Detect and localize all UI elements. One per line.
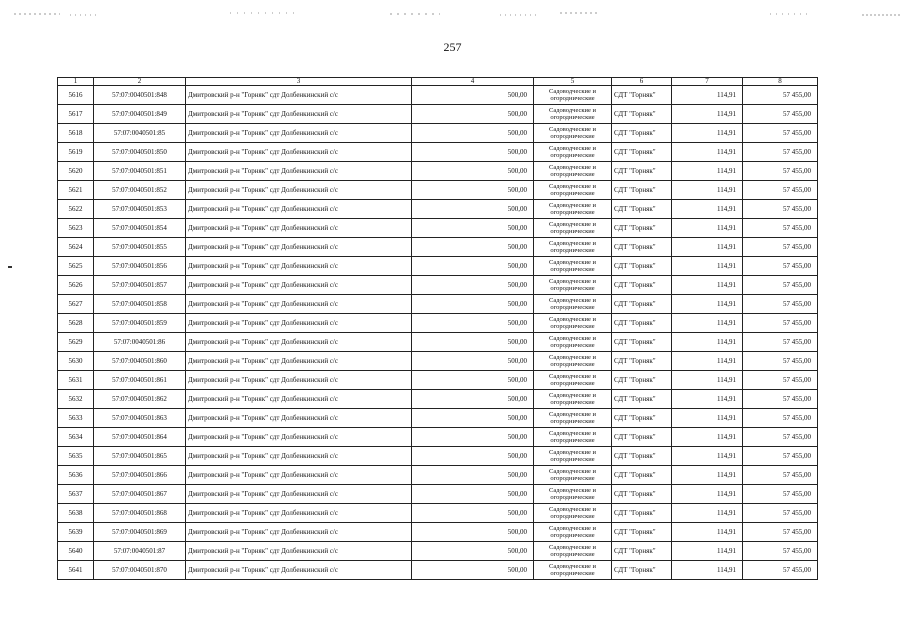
row-number-cell: 5617 [58,105,94,124]
table-row [58,314,818,333]
owner-cell: СДТ "Горняк" [612,371,672,390]
owner-cell: СДТ "Горняк" [612,314,672,333]
cadastral-value-cell: 57 455,00 [743,352,818,371]
margin-mark [8,266,12,268]
address-cell: Дмитровский р-н "Горняк" сдт Долбенкинский с/с [186,219,412,238]
area-cell: 500,00 [412,390,534,409]
cadastral-number-cell: 57:07:0040501:867 [94,485,186,504]
table-row [58,238,818,257]
unit-value-cell: 114,91 [672,314,743,333]
row-number-cell: 5636 [58,466,94,485]
unit-value-cell: 114,91 [672,485,743,504]
column-header: 4 [412,78,534,86]
cadastral-number-cell: 57:07:0040501:87 [94,542,186,561]
cadastral-value-cell: 57 455,00 [743,162,818,181]
row-number-cell: 5631 [58,371,94,390]
owner-cell: СДТ "Горняк" [612,219,672,238]
address-cell: Дмитровский р-н "Горняк" сдт Долбенкинский с/с [186,466,412,485]
cadastral-value-cell: 57 455,00 [743,447,818,466]
land-parcel-table [57,77,818,580]
owner-cell: СДТ "Горняк" [612,333,672,352]
address-cell: Дмитровский р-н "Горняк" сдт Долбенкинский с/с [186,257,412,276]
row-number-cell: 5628 [58,314,94,333]
address-cell: Дмитровский р-н "Горняк" сдт Долбенкинский с/с [186,181,412,200]
land-use-cell: Садоводческие и огороднические [534,162,612,181]
land-use-cell: Садоводческие и огороднические [534,447,612,466]
area-cell: 500,00 [412,86,534,105]
row-number-cell: 5630 [58,352,94,371]
address-cell: Дмитровский р-н "Горняк" сдт Долбенкинский с/с [186,238,412,257]
area-cell: 500,00 [412,143,534,162]
address-cell: Дмитровский р-н "Горняк" сдт Долбенкинский с/с [186,409,412,428]
column-header: 3 [186,78,412,86]
owner-cell: СДТ "Горняк" [612,86,672,105]
table-row [58,523,818,542]
owner-cell: СДТ "Горняк" [612,485,672,504]
address-cell: Дмитровский р-н "Горняк" сдт Долбенкинский с/с [186,485,412,504]
row-number-cell: 5620 [58,162,94,181]
cadastral-number-cell: 57:07:0040501:861 [94,371,186,390]
unit-value-cell: 114,91 [672,371,743,390]
owner-cell: СДТ "Горняк" [612,390,672,409]
land-use-cell: Садоводческие и огороднические [534,257,612,276]
area-cell: 500,00 [412,561,534,580]
cadastral-value-cell: 57 455,00 [743,428,818,447]
unit-value-cell: 114,91 [672,428,743,447]
area-cell: 500,00 [412,504,534,523]
address-cell: Дмитровский р-н "Горняк" сдт Долбенкинский с/с [186,371,412,390]
owner-cell: СДТ "Горняк" [612,105,672,124]
table-row [58,200,818,219]
cadastral-number-cell: 57:07:0040501:857 [94,276,186,295]
table-row [58,428,818,447]
row-number-cell: 5625 [58,257,94,276]
unit-value-cell: 114,91 [672,124,743,143]
owner-cell: СДТ "Горняк" [612,200,672,219]
table-row [58,390,818,409]
owner-cell: СДТ "Горняк" [612,542,672,561]
cadastral-value-cell: 57 455,00 [743,485,818,504]
unit-value-cell: 114,91 [672,257,743,276]
table-row [58,181,818,200]
area-cell: 500,00 [412,523,534,542]
row-number-cell: 5632 [58,390,94,409]
cadastral-number-cell: 57:07:0040501:848 [94,86,186,105]
unit-value-cell: 114,91 [672,504,743,523]
address-cell: Дмитровский р-н "Горняк" сдт Долбенкинский с/с [186,352,412,371]
land-use-cell: Садоводческие и огороднические [534,523,612,542]
unit-value-cell: 114,91 [672,390,743,409]
owner-cell: СДТ "Горняк" [612,238,672,257]
area-cell: 500,00 [412,428,534,447]
cadastral-value-cell: 57 455,00 [743,143,818,162]
area-cell: 500,00 [412,238,534,257]
page-number: 257 [443,40,462,54]
cadastral-number-cell: 57:07:0040501:865 [94,447,186,466]
land-use-cell: Садоводческие и огороднические [534,219,612,238]
cadastral-value-cell: 57 455,00 [743,276,818,295]
row-number-cell: 5640 [58,542,94,561]
table-row [58,162,818,181]
owner-cell: СДТ "Горняк" [612,466,672,485]
cadastral-number-cell: 57:07:0040501:868 [94,504,186,523]
cadastral-number-cell: 57:07:0040501:849 [94,105,186,124]
row-number-cell: 5616 [58,86,94,105]
table-row [58,257,818,276]
table-row [58,466,818,485]
cadastral-number-cell: 57:07:0040501:859 [94,314,186,333]
area-cell: 500,00 [412,124,534,143]
land-use-cell: Садоводческие и огороднические [534,333,612,352]
area-cell: 500,00 [412,333,534,352]
unit-value-cell: 114,91 [672,447,743,466]
row-number-cell: 5618 [58,124,94,143]
column-header: 8 [743,78,818,86]
address-cell: Дмитровский р-н "Горняк" сдт Долбенкинский с/с [186,447,412,466]
cadastral-number-cell: 57:07:0040501:870 [94,561,186,580]
owner-cell: СДТ "Горняк" [612,124,672,143]
address-cell: Дмитровский р-н "Горняк" сдт Долбенкинский с/с [186,295,412,314]
row-number-cell: 5626 [58,276,94,295]
address-cell: Дмитровский р-н "Горняк" сдт Долбенкинский с/с [186,542,412,561]
column-header: 7 [672,78,743,86]
cadastral-value-cell: 57 455,00 [743,219,818,238]
unit-value-cell: 114,91 [672,238,743,257]
table-row [58,86,818,105]
cadastral-number-cell: 57:07:0040501:851 [94,162,186,181]
cadastral-value-cell: 57 455,00 [743,238,818,257]
row-number-cell: 5635 [58,447,94,466]
unit-value-cell: 114,91 [672,352,743,371]
area-cell: 500,00 [412,276,534,295]
cadastral-value-cell: 57 455,00 [743,86,818,105]
cadastral-number-cell: 57:07:0040501:852 [94,181,186,200]
address-cell: Дмитровский р-н "Горняк" сдт Долбенкинский с/с [186,200,412,219]
land-use-cell: Садоводческие и огороднические [534,200,612,219]
table-row [58,295,818,314]
area-cell: 500,00 [412,314,534,333]
cadastral-number-cell: 57:07:0040501:858 [94,295,186,314]
cadastral-value-cell: 57 455,00 [743,504,818,523]
cadastral-number-cell: 57:07:0040501:856 [94,257,186,276]
land-use-cell: Садоводческие и огороднические [534,352,612,371]
unit-value-cell: 114,91 [672,219,743,238]
cadastral-value-cell: 57 455,00 [743,295,818,314]
row-number-cell: 5619 [58,143,94,162]
cadastral-value-cell: 57 455,00 [743,466,818,485]
row-number-cell: 5638 [58,504,94,523]
cadastral-value-cell: 57 455,00 [743,523,818,542]
unit-value-cell: 114,91 [672,466,743,485]
cadastral-value-cell: 57 455,00 [743,200,818,219]
table-row [58,371,818,390]
row-number-cell: 5624 [58,238,94,257]
land-use-cell: Садоводческие и огороднические [534,561,612,580]
cadastral-number-cell: 57:07:0040501:866 [94,466,186,485]
land-use-cell: Садоводческие и огороднические [534,542,612,561]
unit-value-cell: 114,91 [672,143,743,162]
table-row [58,485,818,504]
land-use-cell: Садоводческие и огороднические [534,238,612,257]
cadastral-number-cell: 57:07:0040501:85 [94,124,186,143]
row-number-cell: 5637 [58,485,94,504]
cadastral-value-cell: 57 455,00 [743,542,818,561]
unit-value-cell: 114,91 [672,181,743,200]
address-cell: Дмитровский р-н "Горняк" сдт Долбенкинский с/с [186,523,412,542]
cadastral-number-cell: 57:07:0040501:853 [94,200,186,219]
cadastral-value-cell: 57 455,00 [743,314,818,333]
land-use-cell: Садоводческие и огороднические [534,390,612,409]
table-row [58,561,818,580]
area-cell: 500,00 [412,485,534,504]
address-cell: Дмитровский р-н "Горняк" сдт Долбенкинский с/с [186,86,412,105]
area-cell: 500,00 [412,466,534,485]
unit-value-cell: 114,91 [672,200,743,219]
area-cell: 500,00 [412,447,534,466]
area-cell: 500,00 [412,219,534,238]
row-number-cell: 5622 [58,200,94,219]
address-cell: Дмитровский р-н "Горняк" сдт Долбенкинский с/с [186,143,412,162]
column-header: 5 [534,78,612,86]
row-number-cell: 5633 [58,409,94,428]
land-use-cell: Садоводческие и огороднические [534,295,612,314]
address-cell: Дмитровский р-н "Горняк" сдт Долбенкинский с/с [186,276,412,295]
owner-cell: СДТ "Горняк" [612,257,672,276]
cadastral-number-cell: 57:07:0040501:862 [94,390,186,409]
area-cell: 500,00 [412,162,534,181]
address-cell: Дмитровский р-н "Горняк" сдт Долбенкинский с/с [186,333,412,352]
cadastral-value-cell: 57 455,00 [743,371,818,390]
unit-value-cell: 114,91 [672,561,743,580]
unit-value-cell: 114,91 [672,523,743,542]
table-row [58,447,818,466]
area-cell: 500,00 [412,200,534,219]
unit-value-cell: 114,91 [672,276,743,295]
owner-cell: СДТ "Горняк" [612,181,672,200]
owner-cell: СДТ "Горняк" [612,428,672,447]
table-row [58,504,818,523]
land-use-cell: Садоводческие и огороднические [534,276,612,295]
unit-value-cell: 114,91 [672,105,743,124]
address-cell: Дмитровский р-н "Горняк" сдт Долбенкинский с/с [186,314,412,333]
area-cell: 500,00 [412,371,534,390]
row-number-cell: 5623 [58,219,94,238]
column-header: 1 [58,78,94,86]
owner-cell: СДТ "Горняк" [612,447,672,466]
cadastral-value-cell: 57 455,00 [743,333,818,352]
row-number-cell: 5629 [58,333,94,352]
row-number-cell: 5641 [58,561,94,580]
column-header: 6 [612,78,672,86]
table-row [58,124,818,143]
table-row [58,105,818,124]
cadastral-value-cell: 57 455,00 [743,181,818,200]
area-cell: 500,00 [412,542,534,561]
owner-cell: СДТ "Горняк" [612,276,672,295]
address-cell: Дмитровский р-н "Горняк" сдт Долбенкинский с/с [186,105,412,124]
cadastral-number-cell: 57:07:0040501:864 [94,428,186,447]
cadastral-number-cell: 57:07:0040501:869 [94,523,186,542]
area-cell: 500,00 [412,295,534,314]
land-use-cell: Садоводческие и огороднические [534,181,612,200]
table-row [58,333,818,352]
cadastral-value-cell: 57 455,00 [743,561,818,580]
owner-cell: СДТ "Горняк" [612,504,672,523]
table-row [58,352,818,371]
owner-cell: СДТ "Горняк" [612,162,672,181]
unit-value-cell: 114,91 [672,333,743,352]
cadastral-number-cell: 57:07:0040501:860 [94,352,186,371]
row-number-cell: 5627 [58,295,94,314]
cadastral-number-cell: 57:07:0040501:855 [94,238,186,257]
owner-cell: СДТ "Горняк" [612,295,672,314]
land-use-cell: Садоводческие и огороднические [534,466,612,485]
cadastral-value-cell: 57 455,00 [743,124,818,143]
cadastral-number-cell: 57:07:0040501:86 [94,333,186,352]
address-cell: Дмитровский р-н "Горняк" сдт Долбенкинский с/с [186,428,412,447]
land-use-cell: Садоводческие и огороднические [534,485,612,504]
table-row [58,409,818,428]
unit-value-cell: 114,91 [672,295,743,314]
table-row [58,276,818,295]
unit-value-cell: 114,91 [672,542,743,561]
unit-value-cell: 114,91 [672,409,743,428]
column-number-row [58,78,818,86]
row-number-cell: 5621 [58,181,94,200]
cadastral-number-cell: 57:07:0040501:863 [94,409,186,428]
area-cell: 500,00 [412,181,534,200]
land-use-cell: Садоводческие и огороднические [534,314,612,333]
unit-value-cell: 114,91 [672,162,743,181]
address-cell: Дмитровский р-н "Горняк" сдт Долбенкинский с/с [186,162,412,181]
scan-noise [0,10,905,18]
land-use-cell: Садоводческие и огороднические [534,504,612,523]
owner-cell: СДТ "Горняк" [612,523,672,542]
cadastral-value-cell: 57 455,00 [743,105,818,124]
owner-cell: СДТ "Горняк" [612,143,672,162]
row-number-cell: 5639 [58,523,94,542]
land-use-cell: Садоводческие и огороднические [534,105,612,124]
column-header: 2 [94,78,186,86]
cadastral-value-cell: 57 455,00 [743,257,818,276]
area-cell: 500,00 [412,409,534,428]
cadastral-number-cell: 57:07:0040501:854 [94,219,186,238]
owner-cell: СДТ "Горняк" [612,352,672,371]
table-row [58,219,818,238]
row-number-cell: 5634 [58,428,94,447]
cadastral-value-cell: 57 455,00 [743,390,818,409]
area-cell: 500,00 [412,257,534,276]
area-cell: 500,00 [412,105,534,124]
owner-cell: СДТ "Горняк" [612,561,672,580]
owner-cell: СДТ "Горняк" [612,409,672,428]
area-cell: 500,00 [412,352,534,371]
land-use-cell: Садоводческие и огороднические [534,143,612,162]
cadastral-number-cell: 57:07:0040501:850 [94,143,186,162]
address-cell: Дмитровский р-н "Горняк" сдт Долбенкинский с/с [186,390,412,409]
land-use-cell: Садоводческие и огороднические [534,428,612,447]
table-row [58,542,818,561]
land-use-cell: Садоводческие и огороднические [534,409,612,428]
address-cell: Дмитровский р-н "Горняк" сдт Долбенкинский с/с [186,561,412,580]
table-row [58,143,818,162]
unit-value-cell: 114,91 [672,86,743,105]
cadastral-value-cell: 57 455,00 [743,409,818,428]
land-use-cell: Садоводческие и огороднические [534,86,612,105]
address-cell: Дмитровский р-н "Горняк" сдт Долбенкинский с/с [186,124,412,143]
land-use-cell: Садоводческие и огороднические [534,124,612,143]
land-use-cell: Садоводческие и огороднические [534,371,612,390]
address-cell: Дмитровский р-н "Горняк" сдт Долбенкинский с/с [186,504,412,523]
